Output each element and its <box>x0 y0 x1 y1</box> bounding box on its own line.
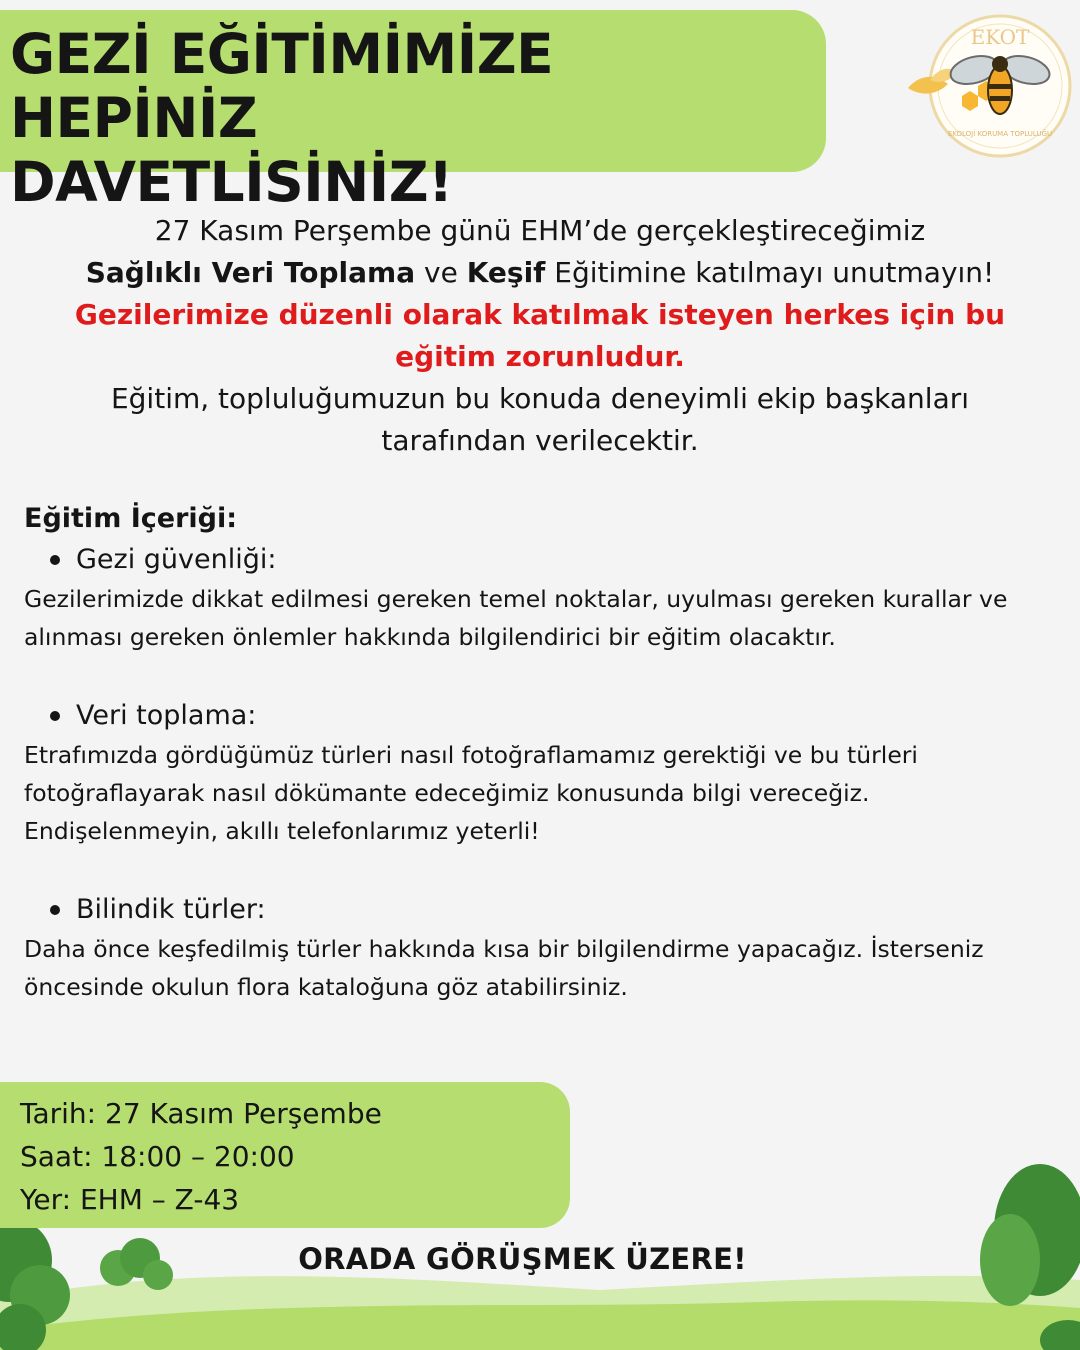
event-date: Tarih: 27 Kasım Perşembe <box>20 1097 382 1130</box>
logo-name: EKOT <box>970 25 1030 49</box>
title-line-1: GEZİ EĞİTİMİMİZE HEPİNİZ <box>10 22 554 150</box>
closing-text: ORADA GÖRÜŞMEK ÜZERE! <box>298 1242 747 1276</box>
intro-line-1: 27 Kasım Perşembe günü EHM’de gerçekleştireceğimiz <box>154 214 926 247</box>
content-heading: Eğitim İçeriği: <box>24 503 238 534</box>
intro-bold-1: Sağlıklı Veri Toplama <box>85 256 416 289</box>
item-description: Daha önce keşfedilmiş türler hakkında kısa bir bilgilendirme yapacağız. İsterseniz öncesinde okulun flora kataloğuna göz atabilirsiniz. <box>24 935 984 1001</box>
intro-warning: Gezilerimize düzenli olarak katılmak isteyen herkes için bu eğitim zorunludur. <box>74 298 1006 373</box>
bee-logo-icon <box>908 8 1080 168</box>
bullet-icon <box>50 555 60 565</box>
title-line-2: DAVETLİSİNİZ! <box>10 150 453 214</box>
intro-bold-2: Keşif <box>466 256 546 289</box>
bullet-icon <box>50 711 60 721</box>
intro-and: ve <box>415 256 467 289</box>
item-title: Veri toplama: <box>76 700 257 731</box>
list-item <box>50 890 1044 930</box>
intro-text <box>20 210 1060 462</box>
training-content <box>24 500 1044 1006</box>
ekot-logo <box>908 8 1080 168</box>
logo-subtitle: EKOLOJİ KORUMA TOPLULUĞU <box>947 130 1053 138</box>
event-place: Yer: EHM – Z-43 <box>20 1183 240 1216</box>
item-description: Gezilerimizde dikkat edilmesi gereken temel noktalar, uyulması gereken kurallar ve alınması gereken önlemler hakkında bilgilendirici bir eğitim olacaktır. <box>24 585 1008 651</box>
item-title: Bilindik türler: <box>76 894 266 925</box>
item-title: Gezi güvenliği: <box>76 544 277 575</box>
intro-line-3: Eğitim, topluluğumuzun bu konuda deneyimli ekip başkanları tarafından verilecektir. <box>110 382 970 457</box>
event-time: Saat: 18:00 – 20:00 <box>20 1140 295 1173</box>
bullet-icon <box>50 905 60 915</box>
item-description: Etrafımızda gördüğümüz türleri nasıl fotoğraflamamız gerektiği ve bu türleri fotoğraflayarak nasıl dökümante edeceğimiz konusunda bilgi vereceğiz. Endişelenmeyin, akıllı telefonlarımız yeterli! <box>24 741 918 845</box>
intro-line-2-rest: Eğitimine katılmayı unutmayın! <box>545 256 995 289</box>
event-info <box>20 1092 382 1221</box>
page-title <box>10 22 810 214</box>
intro-line-2 <box>20 252 1060 294</box>
list-item <box>50 540 1044 580</box>
list-item <box>50 696 1044 736</box>
